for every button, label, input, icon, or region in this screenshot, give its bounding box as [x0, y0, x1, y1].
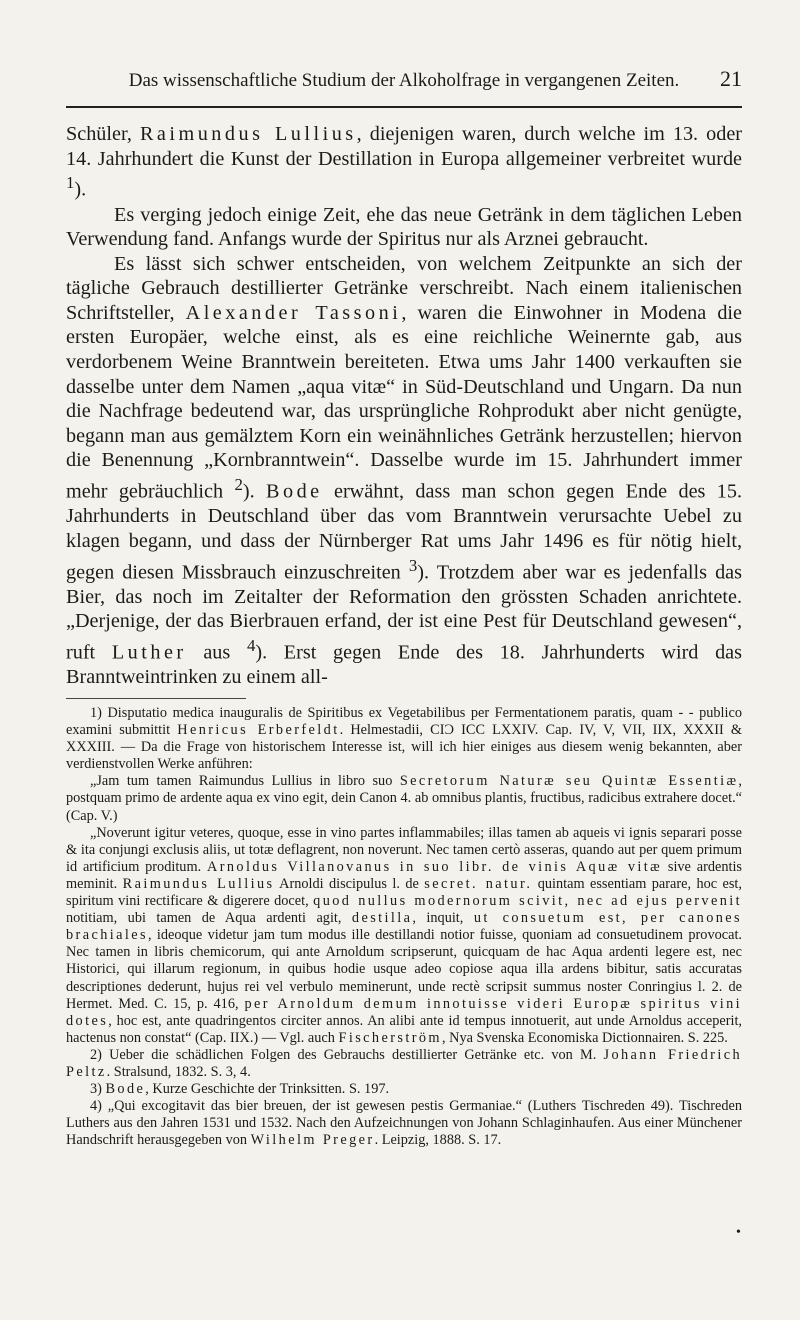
text-run: 2) Ueber die schädlichen Folgen des Gebrauchs destillierter Getränke etc. von M.	[90, 1046, 604, 1063]
footnote-ref: 3	[408, 555, 418, 575]
text-run: , Nya Svenska Economiska Dictionnairen. S. 225.	[441, 1029, 728, 1046]
footnote-fn4	[66, 1098, 742, 1149]
spaced-name: Secretorum Naturæ seu Quintæ Essentiæ	[399, 773, 739, 790]
text-run: ).	[242, 480, 267, 503]
text-run: erwähnt, dass man schon gegen Ende des 15. Jahrhunderts in Deutschland über das vom Branntwein verursachte Uebel zu klagen begann, und dass der Nürnberger Rat ums Jahr 1496 es für nötig hielt, gegen diesen Missbrauch einzuschreiten	[66, 480, 743, 584]
footnote-ref: 1	[66, 173, 75, 193]
text-run: 4) „Qui excogitavit das bier breuen, der ist gewesen pestis Germaniae.“ (Luthers Tischreden 49). Tischreden Luthers aus den Jahren 1531 und 1532. Nach den Aufzeichnungen von Johann Schlaginhaufen. Aus einer Münchener Handschrift herausgegeben von	[66, 1098, 742, 1149]
spaced-name: ut consuetum est, per canones brachiales	[66, 910, 742, 944]
text-run: , inquit,	[412, 910, 474, 927]
page-number: 21	[720, 66, 742, 91]
spaced-name: Raimundus Lullius	[139, 123, 357, 145]
footnote-rule	[66, 698, 246, 699]
text-run: , Kurze Geschichte der Trinksitten. S. 197.	[145, 1081, 390, 1098]
text-run: notitiam, ubi tamen de Aqua ardenti agit,	[66, 910, 352, 927]
text-run: ).	[74, 178, 87, 201]
footnote-fn1c	[66, 825, 742, 1047]
text-run: Es verging jedoch einige Zeit, ehe das neue Getränk in dem täglichen Leben Verwendung fand. Anfangs wurde der Spiritus nur als Arznei gebraucht.	[66, 203, 742, 251]
text-run: , ideoque videtur jam tum modus ille destillandi notior fuisse, quoniam ad consuetudinem provocat. Nec tamen in libris chemicorum, qui ante Arnoldum scripserunt, quicquam de hac Aqua ardenti legere est, nec Historici, qui illarum regionum, in quibus hodie usque adeo copiose aqua illa ardens bibitur, satis accuratas descriptiones dederunt, hujus rei vel verbulo meminerunt, unde rectè scripsit summus noster Conringius l. 2. de Hermet. Med. C. 15, p. 416,	[66, 927, 742, 1012]
spaced-name: per Arnoldum demum innotuisse videri Europæ spiritus vini dotes	[66, 995, 742, 1029]
footnote-ref: 2	[234, 475, 243, 495]
text-run: , hoc est, ante quadringentos circiter annos. An alibi ante id tempus innotuerit, aut unde Arnoldus acceperit, hactenus non constat“ (Cap. IIX.) — Vgl. auch	[66, 1012, 742, 1046]
text-run: aus	[186, 641, 247, 664]
bottom-dot: •	[736, 1225, 741, 1240]
text-run: sive ardentis meminit.	[66, 858, 742, 892]
paragraph-p1	[66, 122, 742, 203]
text-run: „Jam tum tamen Raimundus Lullius in libro suo	[90, 773, 400, 790]
footnote-fn3	[66, 1081, 742, 1098]
spaced-name: Fischerström	[338, 1029, 442, 1046]
spaced-name: secret. natur.	[424, 875, 533, 892]
text-run: . Helmestadii, CIƆ ICC LXXIV. Cap. IV, V, VII, IIX, XXXII & XXXIII. — Da die Frage von historischem Interesse ist, will ich hier einiges aus diesem wenig bekannten, aber verdienstvollen Werke anführen:	[66, 722, 743, 773]
footnotes	[66, 705, 742, 1149]
spaced-name: Johann Friedrich Peltz	[66, 1046, 743, 1080]
spaced-name: destilla	[351, 910, 413, 927]
footnote-fn1b	[66, 773, 742, 824]
spaced-name: Bode	[266, 480, 323, 503]
spaced-name: Luther	[111, 641, 187, 664]
running-header	[66, 0, 742, 104]
spaced-name: Bode	[105, 1081, 146, 1098]
spaced-name: Wilhelm Preger	[250, 1132, 375, 1149]
text-run: ). Trotzdem aber war es jedenfalls das Bier, das noch im Zeitalter der Reformation den grössten Schaden anrichtete. „Derjenige, der das Bierbrauen erfand, der ist eine Pest für Deutschland gewesen“, ruft	[66, 561, 742, 664]
spaced-name: Henricus Erberfeldt	[177, 722, 340, 739]
footnote-fn1a	[66, 705, 742, 773]
spaced-name: Arnoldus Villanovanus in suo libr. de vinis Aquæ vitæ	[206, 858, 663, 875]
footnote-ref: 4	[246, 636, 256, 656]
footnote-fn2	[66, 1047, 742, 1081]
text-run: 1) Disputatio medica inauguralis de Spiritibus ex Vegetabilibus per Fermentationem paratis, quam - - publico examini submittit	[66, 705, 742, 739]
text-run: . Stralsund, 1832. S. 3, 4.	[106, 1063, 251, 1080]
text-run: ). Erst gegen Ende des 18. Jahrhunderts wird das Branntweintrinken zu einem all-	[66, 641, 742, 689]
paragraph-p2	[66, 203, 742, 252]
text-run: Es lässt sich schwer entscheiden, von welchem Zeitpunkte an sich der tägliche Gebrauch destillierter Getränke verschreibt. Nach einem italienischen Schriftsteller,	[66, 252, 742, 324]
spaced-name: Alexander Tassoni	[185, 301, 402, 324]
header-rule	[66, 106, 742, 108]
text-run: Arnoldi discipulus l. de	[274, 875, 425, 892]
paragraph-p3	[66, 252, 742, 690]
running-title: Das wissenschaftliche Studium der Alkoholfrage in vergangenen Zeiten.	[128, 70, 680, 91]
text-run: Schüler,	[66, 123, 140, 145]
main-text	[66, 122, 742, 690]
text-run: , postquam primo de ardente aqua ex vino egit, dein Canon 4. ab omnibus plantis, fructibus, radicibus extrahere docet.“ (Cap. V.)	[66, 773, 742, 824]
text-run: 3)	[90, 1081, 106, 1098]
text-run: . Leipzig, 1888. S. 17.	[374, 1132, 502, 1149]
spaced-name: quod nullus modernorum scivit, nec ad ejus pervenit	[313, 893, 742, 910]
spaced-name: Raimundus Lullius	[122, 875, 275, 892]
text-run: , waren die Einwohner in Modena die ersten Europäer, welche einst, als es eine reichliche Weinernte gab, aus verdorbenem Weine Branntwein bereiteten. Etwa ums Jahr 1400 verkauften sie dasselbe unter dem Namen „aqua vitæ“ in Süd-Deutschland und Ungarn. Da nun die Nachfrage bedeutend war, das ursprüngliche Rohprodukt aber nicht genügte, begann man aus gemälztem Korn ein weinähnliches Getränk herzustellen; hiervon die Benennung „Kornbranntwein“. Dasselbe wurde im 15. Jahrhundert immer mehr gebräuchlich	[66, 301, 742, 503]
text-run: quintam essentiam parare, hoc est, spiritum vini rectificare & digerere docet,	[66, 875, 742, 910]
text-run: , diejenigen waren, durch welche im 13. oder 14. Jahrhundert die Kunst der Destillation in Europa allgemeiner verbreitet wurde	[66, 123, 742, 170]
text-run: „Noverunt igitur veteres, quoque, esse in vino partes inflammabiles; illas tamen ab aqueis vi ignis separari posse & ita conjungi exclusis aliis, ut totæ deflagrent, non noverunt. Nec tamen certò asseras, quando aut per quem primum id artificium proditum.	[66, 824, 742, 875]
